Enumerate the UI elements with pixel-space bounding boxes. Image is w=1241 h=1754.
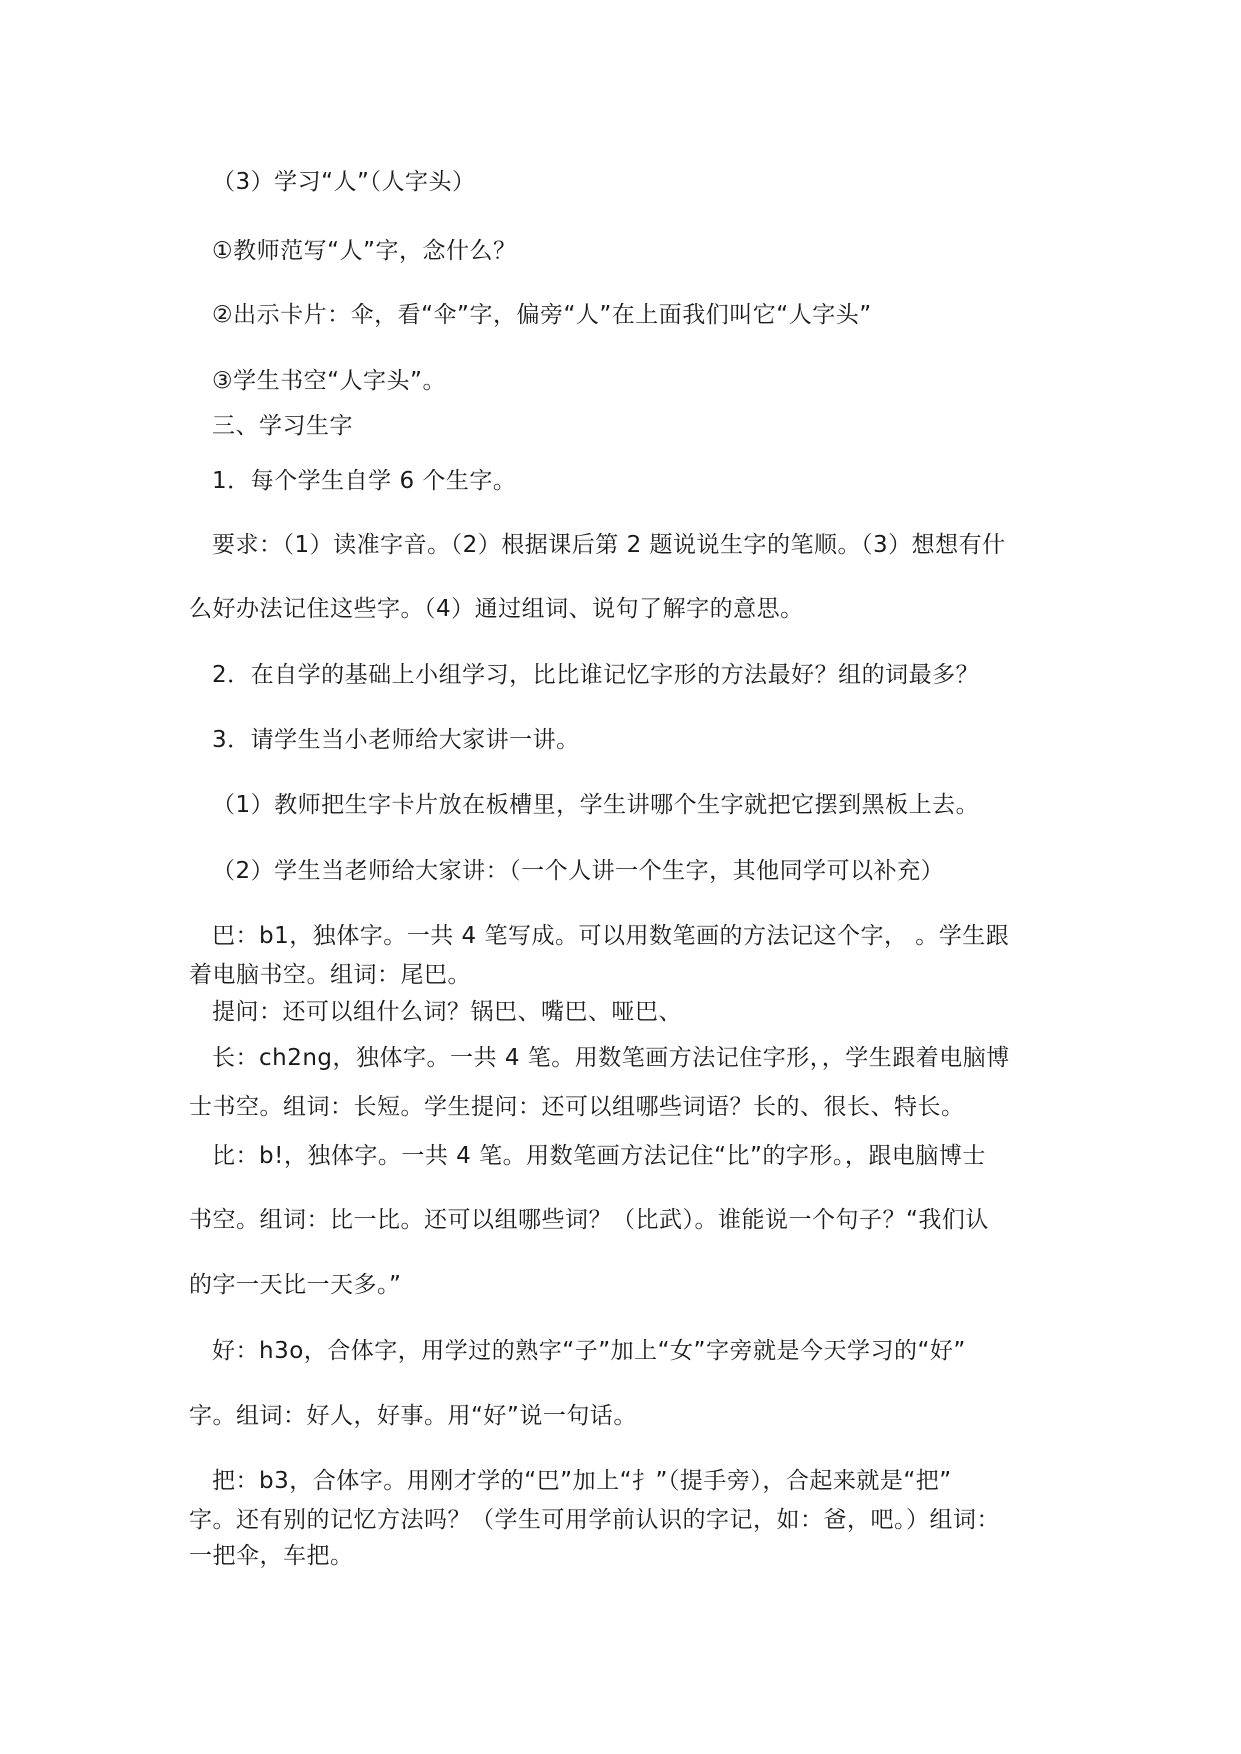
text-line: 书空。组词：比一比。还可以组哪些词？（比武）。谁能说一个句子？“我们认 <box>189 1207 989 1233</box>
text-line: 字。组词：好人，好事。用“好”说一句话。 <box>189 1403 637 1429</box>
text-line: （3）学习“人”（人字头） <box>212 169 476 195</box>
text-line: 么好办法记住这些字。（4）通过组词、说句了解字的意思。 <box>189 596 804 622</box>
text-line: ①教师范写“人”字，念什么？ <box>212 238 517 264</box>
text-line: 要求：（1）读准字音。（2）根据课后第 2 题说说生字的笔顺。（3）想想有什 <box>212 532 1006 558</box>
text-line: 着电脑书空。组词：尾巴。 <box>189 962 471 988</box>
text-line: 把：b3，合体字。用刚才学的“巴”加上“扌”（提手旁），合起来就是“把” <box>212 1468 952 1494</box>
text-line: 1．每个学生自学 6 个生字。 <box>212 468 517 494</box>
text-line: 字。还有别的记忆方法吗？（学生可用学前认识的字记，如：爸，吧。）组词： <box>189 1507 1000 1533</box>
text-line: 2．在自学的基础上小组学习，比比谁记忆字形的方法最好？组的词最多？ <box>212 662 980 688</box>
text-line: （2）学生当老师给大家讲：（一个人讲一个生字，其他同学可以补充） <box>212 858 945 884</box>
text-line: 比：b!，独体字。一共 4 笔。用数笔画方法记住“比”的字形。，跟电脑博士 <box>212 1143 986 1169</box>
section-heading: 三、学习生字 <box>212 413 353 439</box>
text-line: ③学生书空“人字头”。 <box>212 368 446 394</box>
text-line: 士书空。组词：长短。学生提问：还可以组哪些词语？长的、很长、特长。 <box>189 1094 965 1120</box>
text-line: 一把伞，车把。 <box>189 1543 354 1569</box>
text-line: ②出示卡片：伞，看“伞”字，偏旁“人”在上面我们叫它“人字头” <box>212 302 872 328</box>
text-line: 好：h3o，合体字，用学过的熟字“子”加上“女”字旁就是今天学习的“好” <box>212 1338 966 1364</box>
text-line: 长：ch2ng，独体字。一共 4 笔。用数笔画方法记住字形，，学生跟着电脑博 <box>212 1045 1010 1071</box>
text-line: 提问：还可以组什么词？锅巴、嘴巴、哑巴、 <box>212 999 682 1025</box>
text-line: （1）教师把生字卡片放在板槽里，学生讲哪个生字就把它摆到黑板上去。 <box>212 792 980 818</box>
text-line: 3．请学生当小老师给大家讲一讲。 <box>212 727 580 753</box>
text-line: 巴：b1，独体字。一共 4 笔写成。可以用数笔画的方法记这个字， 。学生跟 <box>212 923 1010 949</box>
text-line: 的字一天比一天多。” <box>189 1272 402 1298</box>
